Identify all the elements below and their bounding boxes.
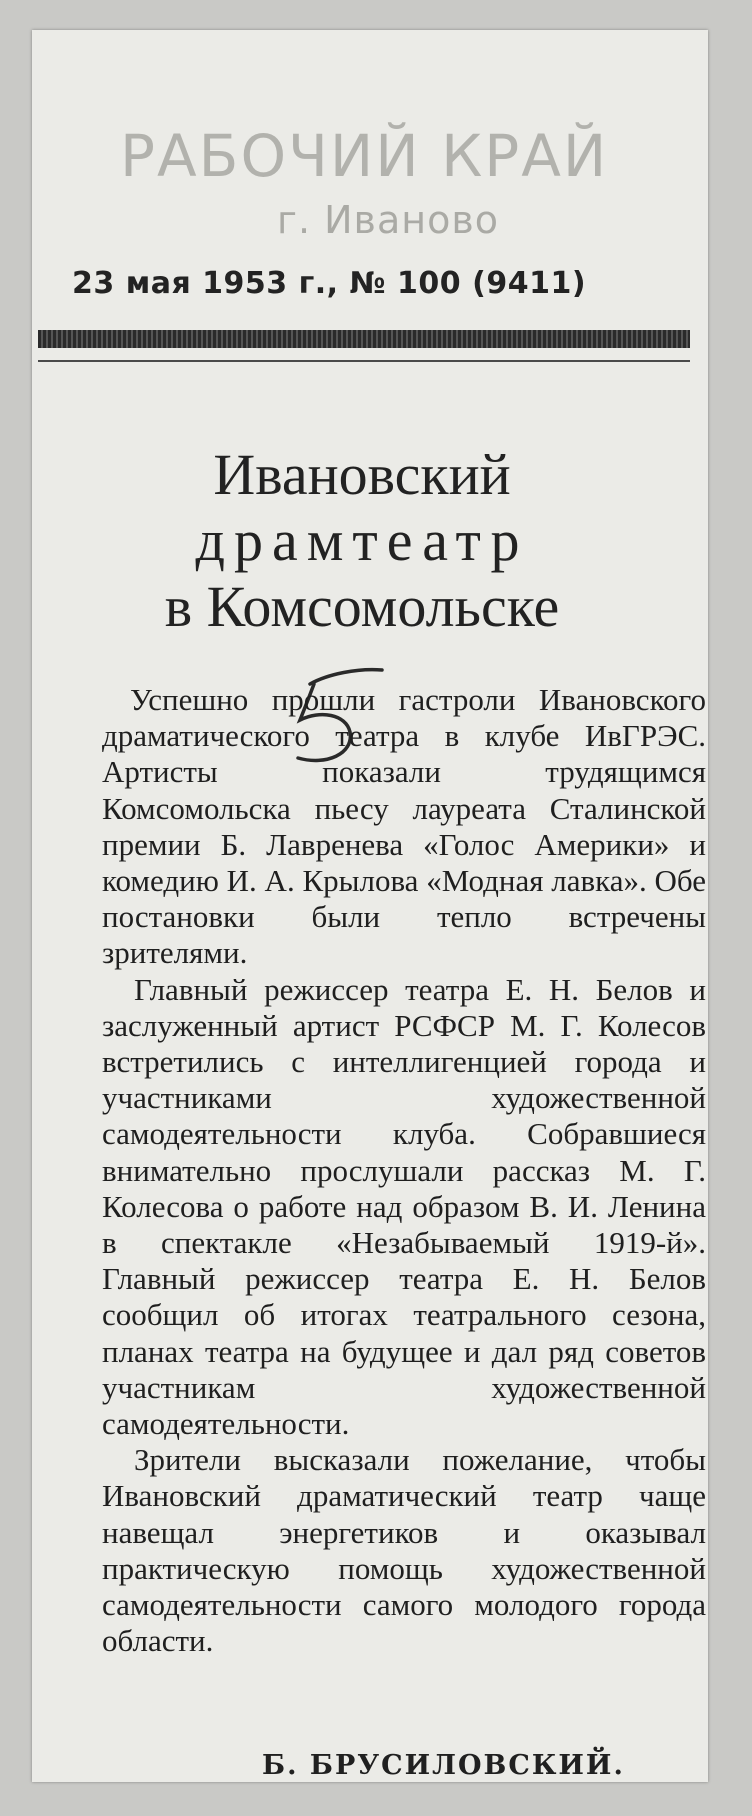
article-body xyxy=(102,682,706,1659)
article-headline xyxy=(72,442,652,640)
issue-date-number: 23 мая 1953 г., № 100 (9411) xyxy=(72,266,587,301)
newspaper-city: г. Иваново xyxy=(277,198,499,242)
article-paragraph-1: Успешно прошли гастроли Ивановского драматического театра в клубе ИвГРЭС. Артисты показали трудящимся Комсомольска пьесу лауреата Сталинской премии Б. Лавренева «Голос Америки» и комедию И. А. Крылова «Модная лавка». Обе постановки были тепло встречены зрителями. xyxy=(102,682,706,971)
divider-rule-thin xyxy=(38,360,690,362)
newspaper-stamp xyxy=(32,30,708,242)
headline-line-1: Ивановский xyxy=(213,442,511,507)
newspaper-clipping xyxy=(32,30,708,1782)
headline-line-3: в Комсомольске xyxy=(164,574,560,639)
newspaper-name: РАБОЧИЙ КРАЙ xyxy=(120,122,609,190)
divider-rule-thick xyxy=(38,330,690,348)
article-paragraph-2: Главный режиссер театра Е. Н. Белов и заслуженный артист РСФСР М. Г. Колесов встретились с интеллигенцией города и участниками художественной самодеятельности клуба. Собравшиеся внимательно прослушали рассказ М. Г. Колесова о работе над образом В. И. Ленина в спектакле «Незабываемый 1919-й». Главный режиссер театра Е. Н. Белов сообщил об итогах театрального сезона, планах театра на будущее и дал ряд советов участникам художественной самодеятельности. xyxy=(102,971,706,1442)
article-paragraph-3: Зрители высказали пожелание, чтобы Ивановский драматический театр чаще навещал энергетиков и оказывал практическую помощь художественной самодеятельности самого молодого города области. xyxy=(102,1442,706,1659)
headline-line-2: драмтеатр xyxy=(195,508,529,573)
author-signature: Б. БРУСИЛОВСКИЙ. xyxy=(262,1750,625,1781)
